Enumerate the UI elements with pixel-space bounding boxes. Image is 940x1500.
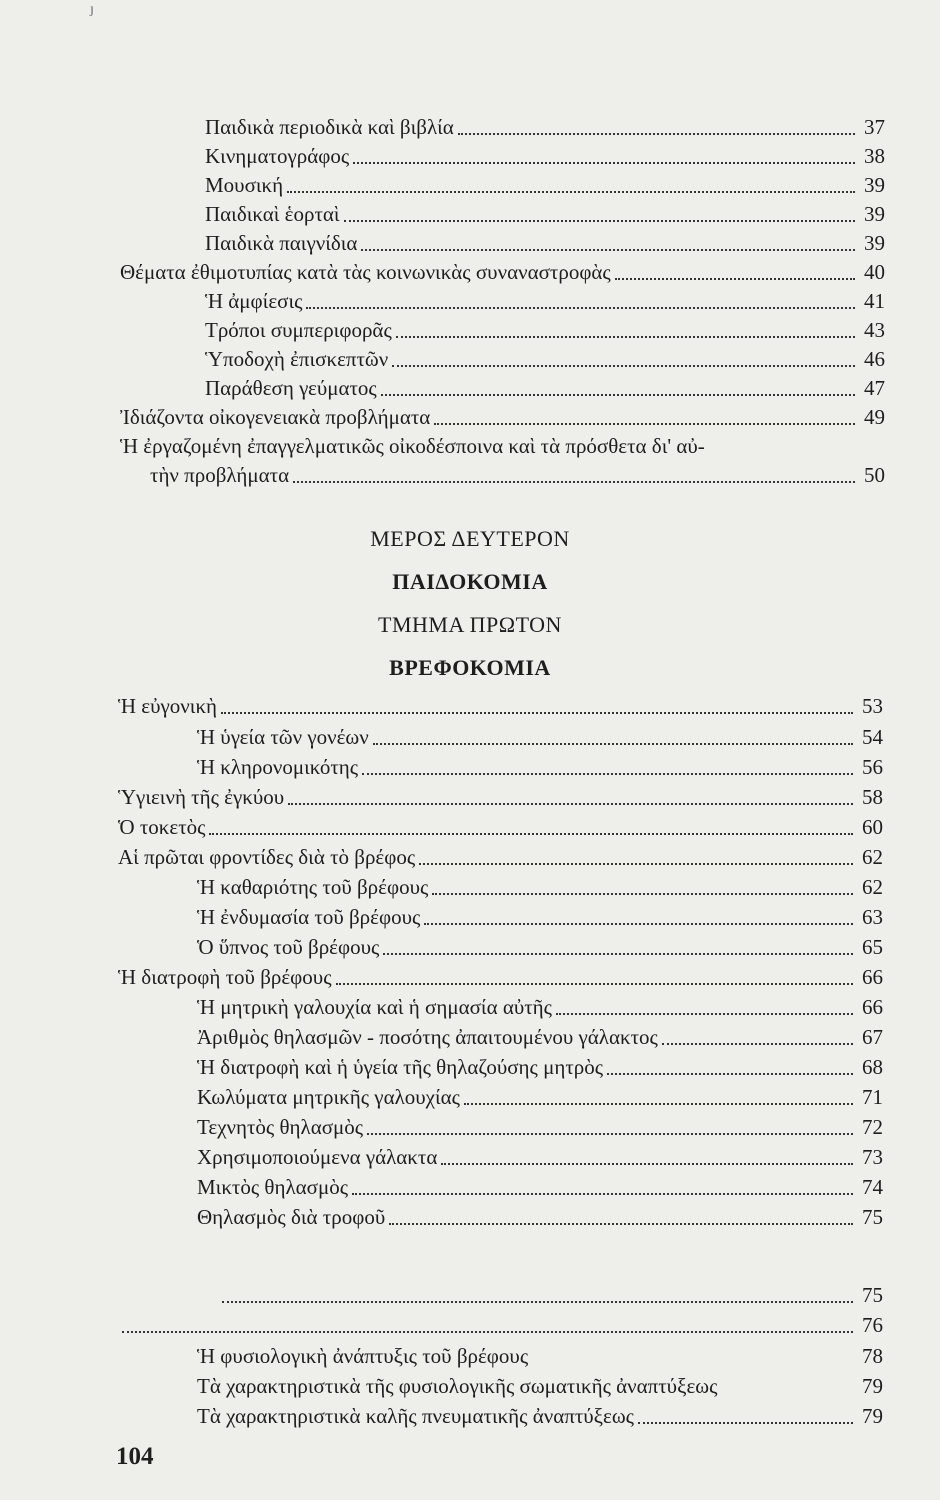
- toc-entry: Τρόποι συμπεριφορᾶς 43: [205, 318, 885, 342]
- toc-entry-line1: Ἡ ἐργαζομένη ἐπαγγελματικῶς οἰκοδέσποινα καὶ τὰ πρόσθετα δι' αὐ-: [120, 434, 705, 458]
- toc-entry: Μουσική 39: [205, 173, 885, 197]
- toc-entry: Ἡ ὑγεία τῶν γονέων 54: [197, 725, 883, 749]
- toc-entry: Ἡ ἀμφίεσις 41: [205, 289, 885, 313]
- toc-entry: Θέματα ἐθιμοτυπίας κατὰ τὰς κοινωνικὰς συναναστροφὰς 40: [120, 260, 885, 284]
- toc-entry: Κωλύματα μητρικῆς γαλουχίας 71: [197, 1085, 883, 1109]
- toc-entry: Χρησιμοποιούμενα γάλακτα 73: [197, 1145, 883, 1169]
- chapter-heading: ΤΜΗΜΑ ΠΡΩΤΟΝ: [378, 612, 562, 637]
- toc-entry: Ἡ εὐγονικὴ 53: [118, 694, 883, 718]
- toc-entry: Παράθεση γεύματος 47: [205, 376, 885, 400]
- toc-entry: Ἡ διατροφὴ καὶ ἡ ὑγεία τῆς θηλαζούσης μητρὸς 68: [197, 1055, 883, 1079]
- toc-entry: Ἡ κληρονομικότης 56: [197, 755, 883, 779]
- toc-entry: Αἱ πρῶται φροντίδες διὰ τὸ βρέφος 62: [118, 845, 883, 869]
- toc-entry: Ἡ ἐνδυμασία τοῦ βρέφους 63: [197, 905, 883, 929]
- toc-entry: τὴν προβλήματα 50: [150, 463, 885, 487]
- toc-entry: Τὰ χαρακτηριστικὰ τῆς φυσιολογικῆς σωματικῆς ἀναπτύξεως 79: [197, 1374, 883, 1398]
- toc-entry: Τεχνητὸς θηλασμὸς 72: [197, 1115, 883, 1139]
- toc-entry: 75: [218, 1278, 883, 1312]
- corner-mark: ȷ: [90, 2, 94, 17]
- toc-entry: Ἀριθμὸς θηλασμῶν - ποσότης ἀπαιτουμένου γάλακτος 67: [197, 1025, 883, 1049]
- toc-entry: Ἡ φυσιολογικὴ ἀνάπτυξις τοῦ βρέφους 78: [197, 1344, 883, 1368]
- page-number: 104: [116, 1443, 154, 1470]
- toc-entry: Τὰ χαρακτηριστικὰ καλῆς πνευματικῆς ἀναπτύξεως 79: [197, 1404, 883, 1428]
- toc-entry: Κινηματογράφος 38: [205, 144, 885, 168]
- toc-entry: Παιδικαὶ ἑορταὶ 39: [205, 202, 885, 226]
- toc-entry: Ὑποδοχὴ ἐπισκεπτῶν 46: [205, 347, 885, 371]
- toc-entry: Ἰδιάζοντα οἰκογενειακὰ προβλήματα 49: [120, 405, 885, 429]
- toc-entry: Ἡ μητρικὴ γαλουχία καὶ ἡ σημασία αὐτῆς 66: [197, 995, 883, 1019]
- section-heading: ΠΑΙΔΟΚΟΜΙΑ: [392, 569, 548, 594]
- toc-entry: 76: [118, 1308, 883, 1342]
- toc-entry: Ἡ διατροφὴ τοῦ βρέφους 66: [118, 965, 883, 989]
- toc-entry: Ὑγιεινὴ τῆς ἐγκύου 58: [118, 785, 883, 809]
- toc-entry: Παιδικὰ περιοδικὰ καὶ βιβλία 37: [205, 115, 885, 139]
- toc-entry: Ἡ καθαριότης τοῦ βρέφους 62: [197, 875, 883, 899]
- toc-entry: Παιδικὰ παιγνίδια 39: [205, 231, 885, 255]
- part-heading: ΜΕΡΟΣ ΔΕΥΤΕΡΟΝ: [370, 526, 570, 551]
- toc-entry: Ὁ ὕπνος τοῦ βρέφους 65: [197, 935, 883, 959]
- subchapter-heading: ΒΡΕΦΟΚΟΜΙΑ: [389, 655, 551, 680]
- toc-entry: Θηλασμὸς διὰ τροφοῦ 75: [197, 1205, 883, 1229]
- toc-entry: Μικτὸς θηλασμὸς 74: [197, 1175, 883, 1199]
- toc-entry: Ὁ τοκετὸς 60: [118, 815, 883, 839]
